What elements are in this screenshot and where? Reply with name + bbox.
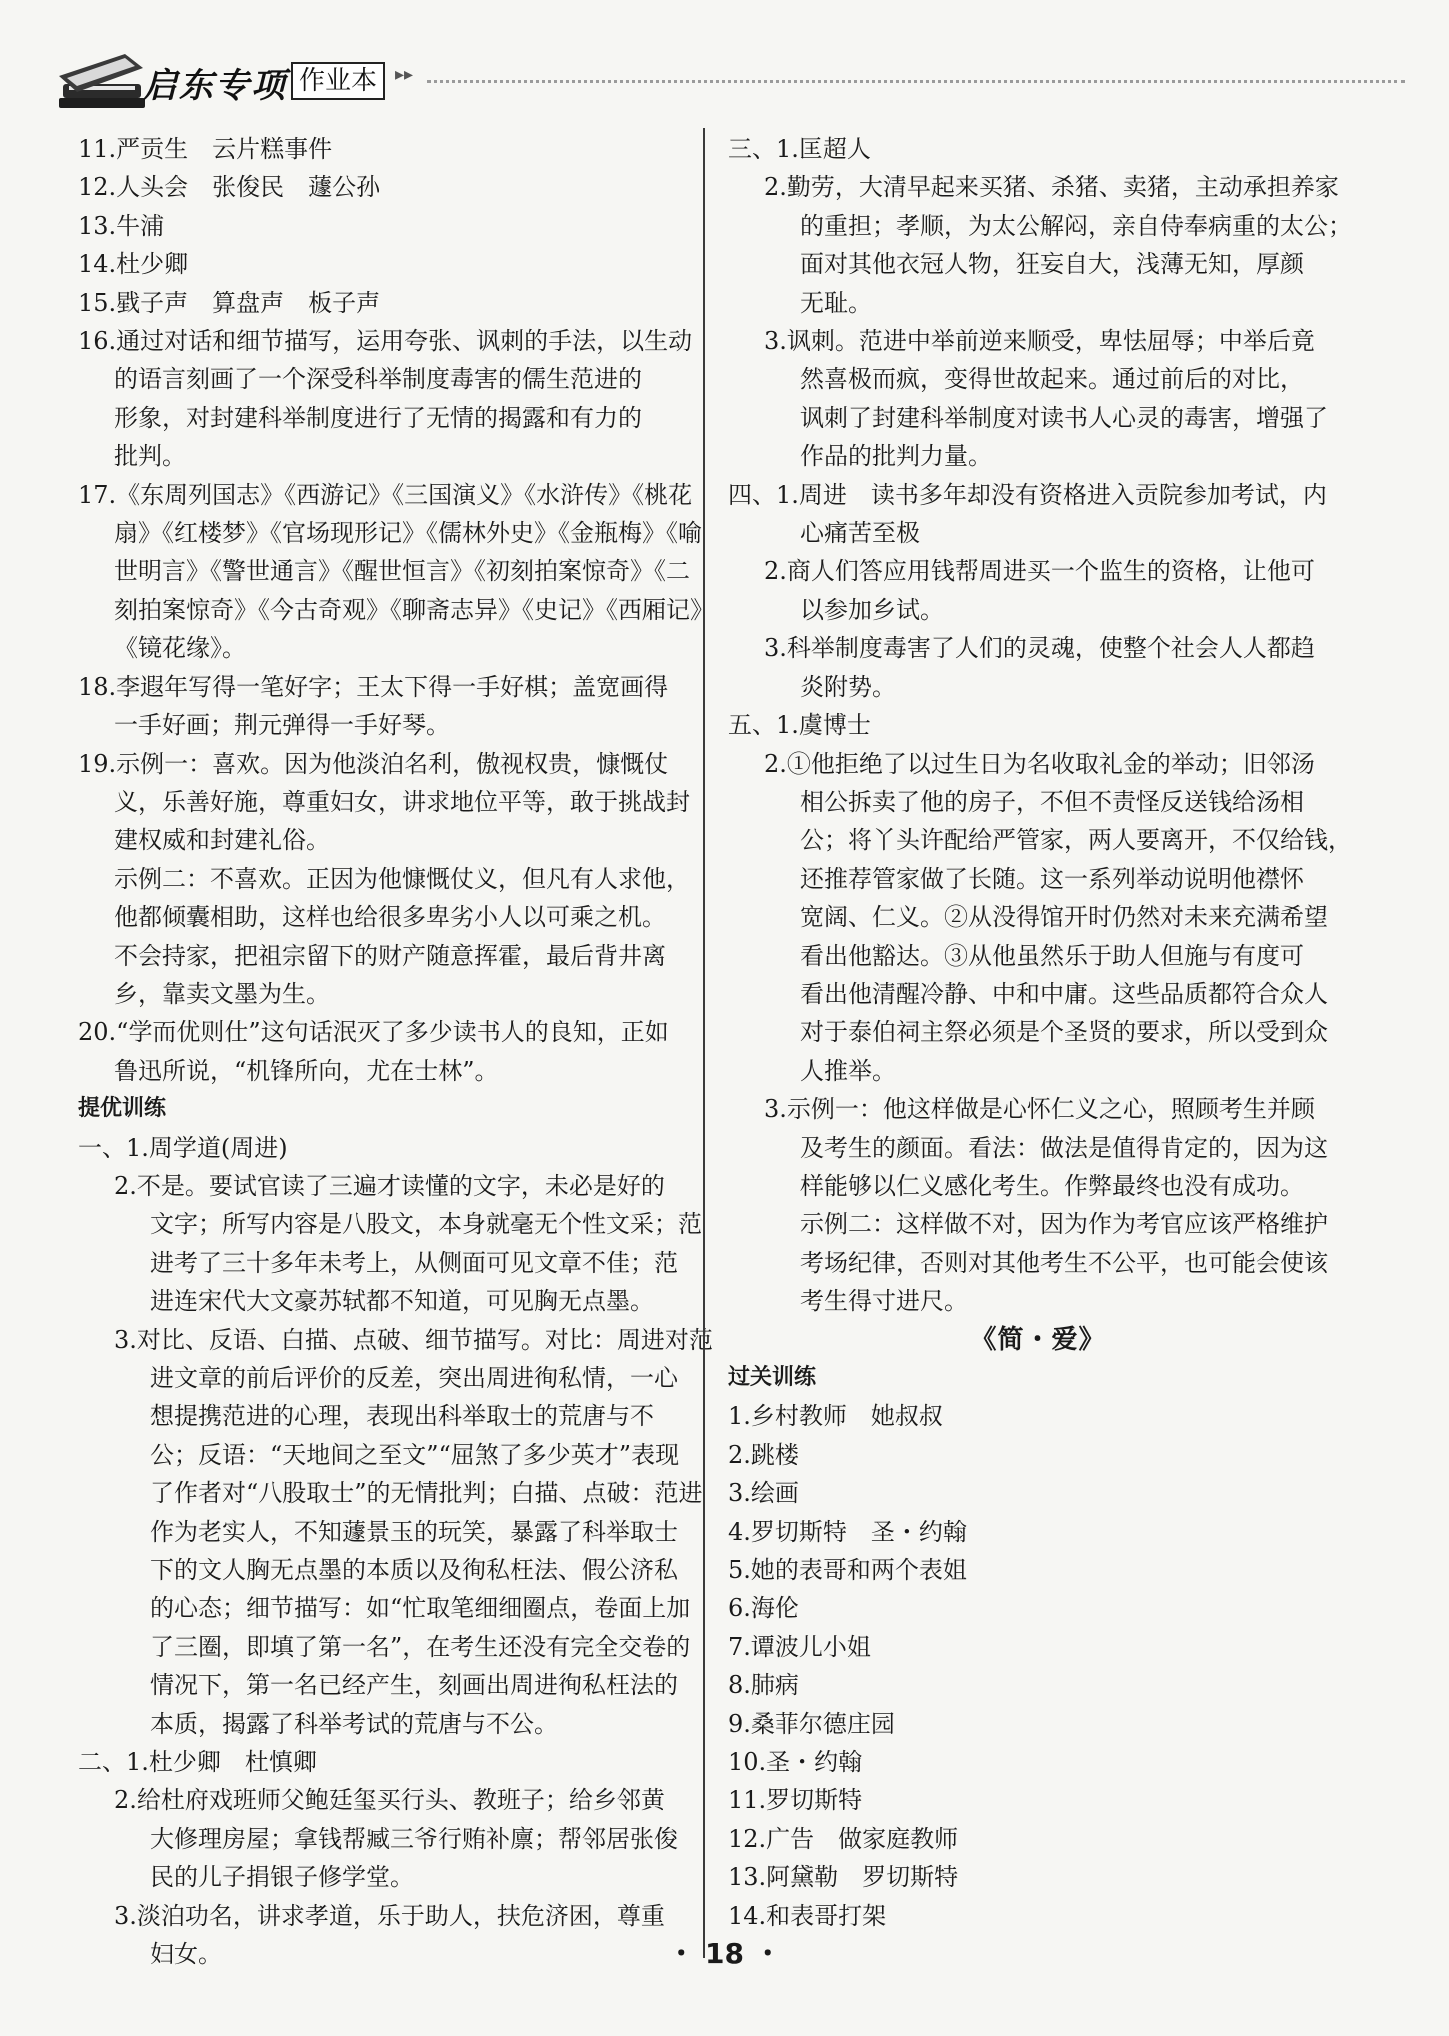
right-column bbox=[728, 130, 1352, 1935]
answer-line: 4.罗切斯特 圣・约翰 bbox=[728, 1517, 967, 1546]
answer-line: 3.对比、反语、白描、点破、细节描写。对比：周进对范 bbox=[114, 1325, 713, 1354]
answer-line: 2.①他拒绝了以过生日为名收取礼金的举动；旧邻汤 bbox=[764, 749, 1315, 778]
books-icon bbox=[55, 40, 150, 115]
answer-line: 批判。 bbox=[114, 442, 186, 471]
answer-line: 公；将丫头许配给严管家，两人要离开，不仅给钱， bbox=[800, 826, 1352, 855]
answer-line: 11.罗切斯特 bbox=[728, 1786, 863, 1815]
answer-line: 扇》《红楼梦》《官场现形记》《儒林外史》《金瓶梅》《喻 bbox=[114, 519, 702, 548]
answer-line: 看出他豁达。③从他虽然乐于助人但施与有度可 bbox=[800, 941, 1304, 970]
answer-line: 19.示例一：喜欢。因为他淡泊名利，傲视权贵，慷慨仗 bbox=[78, 749, 669, 778]
answer-line: 下的文人胸无点墨的本质以及徇私枉法、假公济私 bbox=[150, 1556, 678, 1585]
answer-line: 看出他清醒冷静、中和中庸。这些品质都符合众人 bbox=[800, 979, 1328, 1008]
answer-line: 二、1.杜少卿 杜慎卿 bbox=[78, 1748, 317, 1777]
answer-line: 14.杜少卿 bbox=[78, 250, 189, 279]
header-rule bbox=[427, 80, 1405, 83]
answer-line: 民的儿子捐银子修学堂。 bbox=[150, 1863, 414, 1892]
answer-line: 3.淡泊功名，讲求孝道，乐于助人，扶危济困，尊重 bbox=[114, 1901, 665, 1930]
answer-line: 了作者对“八股取士”的无情批判；白描、点破：范进 bbox=[150, 1479, 703, 1508]
series-label: 作业本 bbox=[291, 62, 385, 100]
answer-line: 他都倾囊相助，这样也给很多卑劣小人以可乘之机。 bbox=[114, 903, 666, 932]
answer-line: 的语言刻画了一个深受科举制度毒害的儒生范进的 bbox=[114, 365, 642, 394]
answer-line: 3.讽刺。范进中举前逆来顺受，卑怯屈辱；中举后竟 bbox=[764, 327, 1315, 356]
answer-line: 情况下，第一名已经产生，刻画出周进徇私枉法的 bbox=[150, 1671, 678, 1700]
answer-line: 不会持家，把祖宗留下的财产随意挥霍，最后背井离 bbox=[114, 941, 666, 970]
answer-line: 文字；所写内容是八股文，本身就毫无个性文采；范 bbox=[150, 1210, 702, 1239]
answer-line: 2.不是。要试官读了三遍才读懂的文字，未必是好的 bbox=[114, 1171, 665, 1200]
answer-line: 妇女。 bbox=[150, 1940, 222, 1969]
answer-line: 进考了三十多年未考上，从侧面可见文章不佳；范 bbox=[150, 1248, 678, 1277]
answer-line: 及考生的颜面。看法：做法是值得肯定的，因为这 bbox=[800, 1133, 1328, 1162]
answer-line: 示例二：不喜欢。正因为他慷慨仗义，但凡有人求他， bbox=[114, 864, 690, 893]
answer-line: 5.她的表哥和两个表姐 bbox=[728, 1556, 967, 1585]
answer-line: 想提携范进的心理，表现出科举取士的荒唐与不 bbox=[150, 1402, 654, 1431]
answer-line: 15.戥子声 算盘声 板子声 bbox=[78, 288, 381, 317]
arrow-icon: ▸▸ bbox=[395, 64, 414, 85]
answer-line: 讽刺了封建科举制度对读书人心灵的毒害，增强了 bbox=[800, 403, 1328, 432]
answer-line: 相公拆卖了他的房子，不但不责怪反送钱给汤相 bbox=[800, 787, 1304, 816]
answer-line: 形象，对封建科举制度进行了无情的揭露和有力的 bbox=[114, 403, 642, 432]
page-header bbox=[55, 40, 1405, 115]
answer-line: 然喜极而疯，变得世故起来。通过前后的对比， bbox=[800, 365, 1304, 394]
answer-line: 进文章的前后评价的反差，突出周进徇私情，一心 bbox=[150, 1364, 678, 1392]
answer-line: 《镜花缘》。 bbox=[114, 634, 246, 663]
column-divider bbox=[703, 128, 705, 1958]
answer-line: 13.阿黛勒 罗切斯特 bbox=[728, 1863, 959, 1892]
answer-line: 的心态；细节描写：如“忙取笔细细圈点，卷面上加 bbox=[150, 1594, 691, 1623]
answer-line: 考场纪律，否则对其他考生不公平，也可能会使该 bbox=[800, 1248, 1328, 1277]
answer-line: 13.牛浦 bbox=[78, 211, 165, 240]
answer-line: 鲁迅所说，“机锋所向，尤在士林”。 bbox=[114, 1056, 499, 1085]
answer-line: 10.圣・约翰 bbox=[728, 1748, 863, 1777]
answer-line: 进连宋代大文豪苏轼都不知道，可见胸无点墨。 bbox=[150, 1287, 654, 1316]
answer-line: 提优训练 bbox=[78, 1096, 167, 1122]
answer-line: 8.肺病 bbox=[728, 1671, 799, 1700]
answer-line: 心痛苦至极 bbox=[800, 519, 920, 548]
answer-line: 人推举。 bbox=[800, 1056, 896, 1085]
answer-line: 公；反语：“天地间之至文”“屈煞了多少英才”表现 bbox=[150, 1440, 680, 1469]
answer-line: 20.“学而优则仕”这句话泯灭了多少读书人的良知，正如 bbox=[78, 1018, 669, 1047]
answer-line: 建权威和封建礼俗。 bbox=[114, 826, 330, 855]
answer-line: 一、1.周学道(周进) bbox=[78, 1133, 288, 1162]
answer-line: 2.勤劳，大清早起来买猪、杀猪、卖猪，主动承担养家 bbox=[764, 173, 1339, 202]
answer-line: 2.给杜府戏班师父鲍廷玺买行头、教班子；给乡邻黄 bbox=[114, 1786, 665, 1815]
answer-line: 3.科举制度毒害了人们的灵魂，使整个社会人人都趋 bbox=[764, 634, 1315, 663]
answer-line: 本质，揭露了科举考试的荒唐与不公。 bbox=[150, 1709, 558, 1738]
page-number: ・ 18 ・ bbox=[667, 1937, 782, 1970]
answer-line: 义，乐善好施，尊重妇女，讲求地位平等，敢于挑战封 bbox=[114, 787, 690, 816]
answer-line: 示例二：这样做不对，因为作为考官应该严格维护 bbox=[800, 1210, 1328, 1239]
answer-line: 作品的批判力量。 bbox=[800, 442, 992, 471]
answer-line: 14.和表哥打架 bbox=[728, 1901, 887, 1930]
answer-line: 宽阔、仁义。②从没得馆开时仍然对未来充满希望 bbox=[800, 903, 1328, 932]
answer-line: 1.乡村教师 她叔叔 bbox=[728, 1402, 943, 1431]
answer-line: 炎附势。 bbox=[800, 672, 896, 701]
answer-line: 12.人头会 张俊民 蘧公孙 bbox=[78, 173, 381, 202]
answer-line: 还推荐管家做了长随。这一系列举动说明他襟怀 bbox=[800, 864, 1304, 893]
answer-line: 6.海伦 bbox=[728, 1594, 799, 1623]
answer-line: 3.绘画 bbox=[728, 1479, 799, 1508]
answer-line: 乡，靠卖文墨为生。 bbox=[114, 979, 330, 1008]
answer-line: 9.桑菲尔德庄园 bbox=[728, 1709, 895, 1738]
answer-line: 2.跳楼 bbox=[728, 1440, 799, 1469]
answer-line: 以参加乡试。 bbox=[800, 595, 944, 624]
answer-line: 16.通过对话和细节描写，运用夸张、讽刺的手法，以生动 bbox=[78, 327, 693, 356]
answer-line: 对于泰伯祠主祭必须是个圣贤的要求，所以受到众 bbox=[800, 1018, 1328, 1047]
answer-line: 的重担；孝顺，为太公解闷，亲自侍奉病重的太公； bbox=[800, 211, 1352, 240]
answer-line: 四、1.周进 读书多年却没有资格进入贡院参加考试，内 bbox=[728, 480, 1327, 509]
left-column bbox=[78, 130, 714, 1974]
answer-line: 面对其他衣冠人物，狂妄自大，浅薄无知，厚颜 bbox=[800, 250, 1304, 279]
answer-line: 样能够以仁义感化考生。作弊最终也没有成功。 bbox=[800, 1171, 1304, 1200]
answer-line: 12.广告 做家庭教师 bbox=[728, 1824, 959, 1853]
answer-line: 刻拍案惊奇》《今古奇观》《聊斋志异》《史记》《西厢记》 bbox=[114, 595, 714, 624]
answer-line: 作为老实人，不知蘧景玉的玩笑，暴露了科举取士 bbox=[150, 1517, 678, 1546]
answer-line: 2.商人们答应用钱帮周进买一个监生的资格，让他可 bbox=[764, 557, 1315, 586]
answer-line: 11.严贡生 云片糕事件 bbox=[78, 135, 333, 163]
answer-line: 18.李遐年写得一笔好字；王太下得一手好棋；盖宽画得 bbox=[78, 672, 669, 701]
answer-line: 7.谭波儿小姐 bbox=[728, 1632, 871, 1661]
answer-line: 大修理房屋；拿钱帮臧三爷行贿补廪；帮邻居张俊 bbox=[150, 1824, 678, 1853]
answer-line: 无耻。 bbox=[800, 288, 872, 317]
answer-line: 3.示例一：他这样做是心怀仁义之心，照顾考生并顾 bbox=[764, 1095, 1315, 1124]
answer-line: 17.《东周列国志》《西游记》《三国演义》《水浒传》《桃花 bbox=[78, 480, 693, 509]
answer-line: 了三圈，即填了第一名”，在考生还没有完全交卷的 bbox=[150, 1632, 691, 1661]
answer-line: 《简・爱》 bbox=[970, 1324, 1106, 1355]
answer-line: 过关训练 bbox=[728, 1365, 817, 1390]
answer-line: 三、1.匡超人 bbox=[728, 135, 871, 163]
answer-line: 世明言》《警世通言》《醒世恒言》《初刻拍案惊奇》《二 bbox=[114, 557, 690, 586]
brand-title: 启东专项 bbox=[143, 66, 287, 106]
answer-line: 五、1.虞博士 bbox=[728, 711, 871, 740]
answer-line: 一手好画；荆元弹得一手好琴。 bbox=[114, 711, 450, 740]
answer-line: 考生得寸进尺。 bbox=[800, 1287, 968, 1316]
